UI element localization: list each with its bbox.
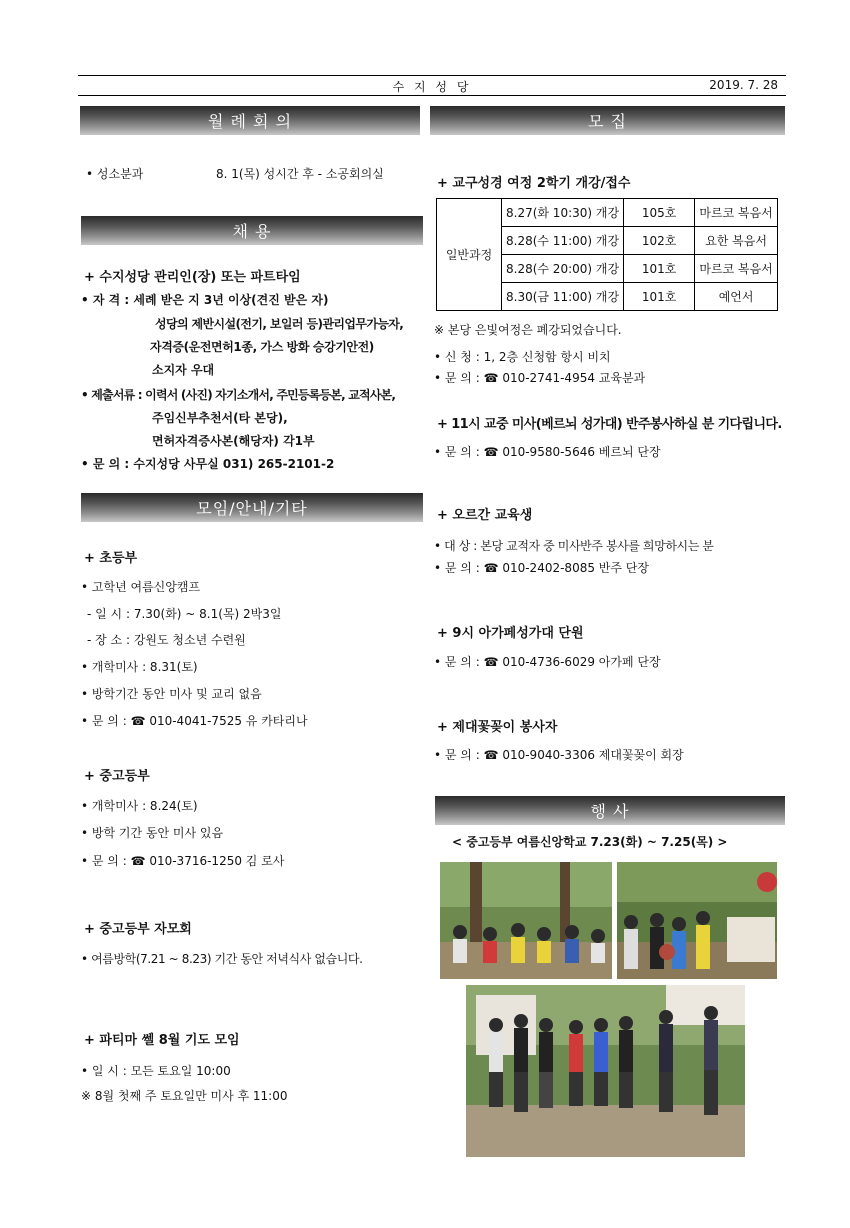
mass11-contact: • 문 의 : ☎ 010-9580-5646 베르뇌 단장 bbox=[434, 445, 661, 459]
organ-line: • 대 상 : 본당 교적자 중 미사반주 봉사를 희망하시는 분 bbox=[434, 539, 714, 553]
organ-title: + 오르간 교육생 bbox=[437, 508, 533, 523]
hiring-title: + 수지성당 관리인(장) 또는 파트타임 bbox=[84, 270, 301, 285]
bible-title: + 교구성경 여정 2학기 개강/접수 bbox=[437, 176, 631, 191]
meeting-item-detail: 8. 1(목) 성시간 후 - 소공회의실 bbox=[216, 167, 384, 181]
elementary-line: • 개학미사 : 8.31(토) bbox=[81, 660, 198, 674]
parish-title: 수 지 성 당 bbox=[392, 80, 472, 94]
highschool-line: • 방학 기간 동안 미사 있음 bbox=[81, 826, 224, 840]
highschool-contact: • 문 의 : ☎ 010-3716-1250 김 로사 bbox=[81, 854, 285, 868]
camp-photo-2 bbox=[617, 862, 777, 979]
book-cell: 마르코 복음서 bbox=[695, 199, 778, 227]
page-header bbox=[78, 75, 786, 96]
fatima-title: + 파티마 쎌 8월 기도 모임 bbox=[84, 1033, 240, 1048]
hiring-line: 소지자 우대 bbox=[152, 363, 215, 377]
bible-contact: • 문 의 : ☎ 010-2741-4954 교육분과 bbox=[434, 371, 646, 385]
hiring-line: 자격증(운전면허1종, 가스 방화 승강기안전) bbox=[150, 340, 374, 354]
bible-schedule-table bbox=[436, 198, 778, 311]
events-caption: < 중고등부 여름신앙학교 7.23(화) ~ 7.25(목) > bbox=[452, 835, 728, 849]
altar-title: + 제대꽃꽂이 봉사자 bbox=[437, 720, 558, 735]
room-cell: 105호 bbox=[624, 199, 695, 227]
elementary-line: • 고학년 여름신앙캠프 bbox=[81, 580, 201, 594]
hiring-line: 성당의 제반시설(전기, 보일러 등)관리업무가능자, bbox=[155, 317, 404, 331]
camp-photo-3 bbox=[466, 985, 745, 1157]
agape-title: + 9시 아가페성가대 단원 bbox=[437, 626, 584, 641]
agape-contact: • 문 의 : ☎ 010-4736-6029 아가페 단장 bbox=[434, 655, 661, 669]
date-cell: 8.27(화 10:30) 개강 bbox=[502, 199, 624, 227]
book-cell: 예언서 bbox=[695, 283, 778, 311]
hiring-line: • 자 격 : 세례 받은 지 3년 이상(견진 받은 자) bbox=[81, 293, 329, 307]
elementary-contact: • 문 의 : ☎ 010-4041-7525 유 카타리나 bbox=[81, 714, 308, 728]
bible-apply: • 신 청 : 1, 2층 신청함 항시 비치 bbox=[434, 350, 611, 364]
fatima-line: ※ 8월 첫째 주 토요일만 미사 후 11:00 bbox=[81, 1089, 288, 1103]
recruit-heading: 모 집 bbox=[430, 106, 785, 135]
meeting-heading: 월 례 회 의 bbox=[80, 106, 420, 135]
room-cell: 102호 bbox=[624, 227, 695, 255]
elementary-line: - 일 시 : 7.30(화) ~ 8.1(목) 2박3일 bbox=[87, 607, 282, 621]
hiring-line: • 제출서류 : 이력서 (사진) 자기소개서, 주민등록등본, 교적사본, bbox=[81, 388, 396, 402]
table-row bbox=[437, 199, 778, 227]
bible-note: ※ 본당 은빛여정은 폐강되었습니다. bbox=[434, 323, 622, 337]
elementary-line: • 방학기간 동안 미사 및 교리 없음 bbox=[81, 687, 262, 701]
hiring-heading: 채 용 bbox=[81, 216, 423, 245]
elementary-title: + 초등부 bbox=[84, 551, 138, 566]
events-heading: 행 사 bbox=[435, 796, 785, 825]
hiring-contact: • 문 의 : 수지성당 사무실 031) 265-2101-2 bbox=[81, 457, 335, 471]
date-cell: 8.30(금 11:00) 개강 bbox=[502, 283, 624, 311]
elementary-line: - 장 소 : 강원도 청소년 수련원 bbox=[87, 633, 246, 647]
highschool-line: • 개학미사 : 8.24(토) bbox=[81, 799, 198, 813]
hiring-line: 면허자격증사본(해당자) 각1부 bbox=[152, 434, 315, 448]
meeting-item-label: • 성소분과 bbox=[86, 167, 144, 181]
book-cell: 요한 복음서 bbox=[695, 227, 778, 255]
room-cell: 101호 bbox=[624, 255, 695, 283]
highschool-title: + 중고등부 bbox=[84, 769, 150, 784]
issue-date: 2019. 7. 28 bbox=[709, 78, 778, 92]
notices-heading: 모임/안내/기타 bbox=[81, 493, 423, 522]
parents-title: + 중고등부 자모회 bbox=[84, 922, 192, 937]
book-cell: 마르코 복음서 bbox=[695, 255, 778, 283]
date-cell: 8.28(수 11:00) 개강 bbox=[502, 227, 624, 255]
hiring-line: 주임신부추천서(타 본당), bbox=[152, 411, 288, 425]
date-cell: 8.28(수 20:00) 개강 bbox=[502, 255, 624, 283]
mass11-title: + 11시 교중 미사(베르뇌 성가대) 반주봉사하실 분 기다립니다. bbox=[437, 417, 782, 432]
room-cell: 101호 bbox=[624, 283, 695, 311]
parents-line: • 여름방학(7.21 ~ 8.23) 기간 동안 저녁식사 없습니다. bbox=[81, 952, 363, 966]
course-group-cell: 일반과정 bbox=[437, 199, 502, 311]
organ-contact: • 문 의 : ☎ 010-2402-8085 반주 단장 bbox=[434, 561, 649, 575]
camp-photo-1 bbox=[440, 862, 612, 979]
fatima-line: • 일 시 : 모든 토요일 10:00 bbox=[81, 1064, 231, 1078]
altar-contact: • 문 의 : ☎ 010-9040-3306 제대꽃꽂이 회장 bbox=[434, 748, 684, 762]
